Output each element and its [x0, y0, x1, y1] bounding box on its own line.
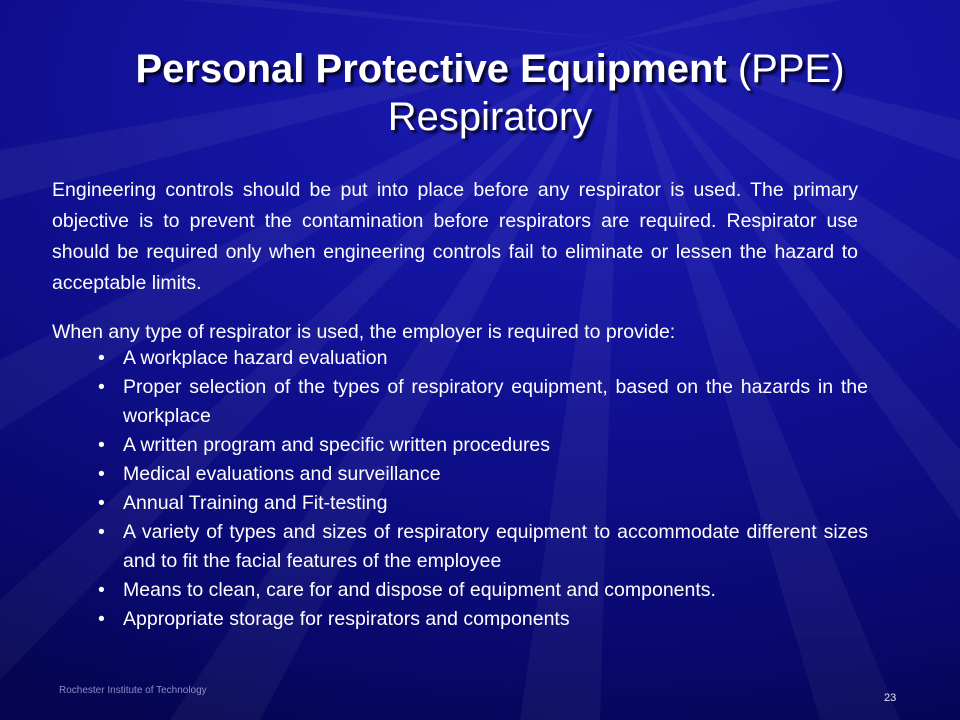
list-item: [98, 605, 868, 634]
page-number: 23: [884, 692, 897, 704]
title-line-2: Respiratory: [387, 95, 593, 139]
bullet-icon: •: [98, 521, 105, 543]
list-item-text: Means to clean, care for and dispose of equipment and components.: [123, 579, 716, 601]
bullet-icon: •: [98, 608, 105, 630]
title-line-1: [60, 45, 920, 93]
requirements-list: [98, 344, 868, 634]
slide-title: [60, 45, 920, 141]
bullet-icon: •: [98, 376, 105, 398]
list-item-text: Medical evaluations and surveillance: [123, 463, 441, 485]
list-item: [98, 460, 868, 489]
list-item: [98, 344, 868, 373]
intro-paragraph: Engineering controls should be put into place before any respirator is used. The primary objective is to prevent the contamination before respirators are required. Respirator use should be required only when engineering controls fail to eliminate or lessen the hazard to acceptable limits.: [52, 179, 858, 294]
requirements-lead-in: When any type of respirator is used, the employer is required to provide:: [52, 321, 676, 343]
list-item-text: Annual Training and Fit-testing: [123, 492, 388, 514]
bullet-icon: •: [98, 347, 105, 369]
title-abbreviation: (PPE): [737, 47, 845, 91]
list-item: [98, 576, 868, 605]
list-item-text: Appropriate storage for respirators and components: [123, 608, 570, 630]
footer-organization: Rochester Institute of Technology: [59, 685, 207, 696]
bullet-icon: •: [98, 434, 105, 456]
list-item: [98, 518, 868, 576]
list-item-text: A written program and specific written procedures: [123, 434, 551, 456]
bullet-icon: •: [98, 463, 105, 485]
list-item-text: A workplace hazard evaluation: [123, 347, 388, 369]
list-item-text: Proper selection of the types of respiratory equipment, based on the hazards in the workplace: [123, 376, 868, 427]
list-item: [98, 431, 868, 460]
bullet-icon: •: [98, 579, 105, 601]
list-item-text: A variety of types and sizes of respiratory equipment to accommodate different sizes and to fit the facial features of the employee: [123, 521, 868, 572]
list-item: [98, 489, 868, 518]
list-item: [98, 373, 868, 431]
bullet-icon: •: [98, 492, 105, 514]
title-main: Personal Protective Equipment: [135, 47, 727, 91]
